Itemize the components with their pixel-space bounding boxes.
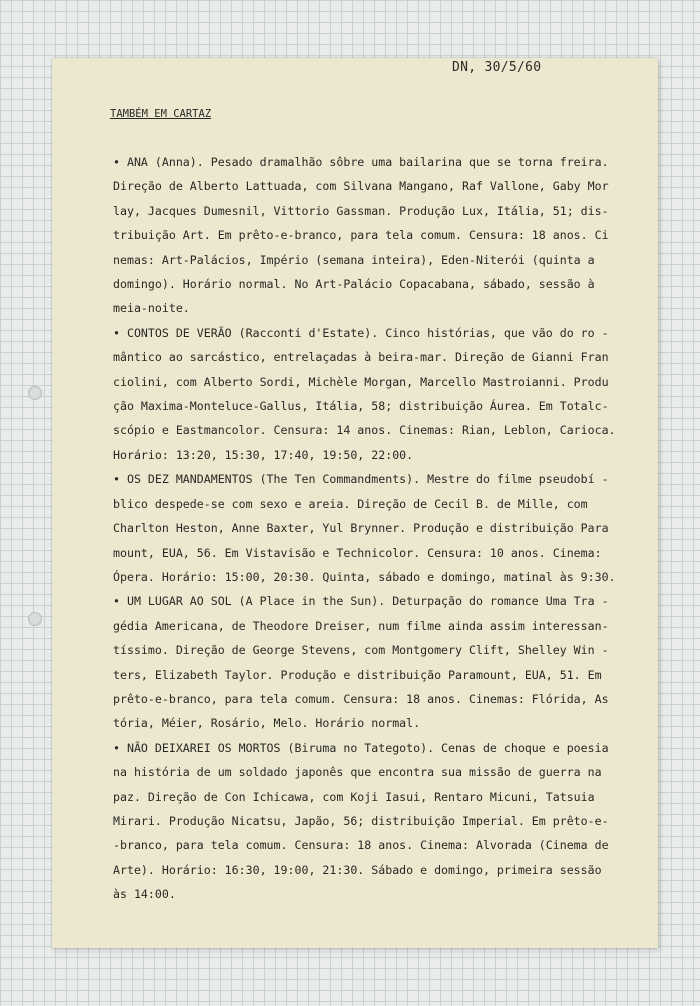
text-line: scópio e Eastmancolor. Censura: 14 anos. Cinemas: Rian, Leblon, Carioca. — [113, 423, 616, 438]
text-line: mântico ao sarcástico, entrelaçadas à beira-mar. Direção de Gianni Fran — [113, 350, 609, 365]
text-line: Charlton Heston, Anne Baxter, Yul Brynner. Produção e distribuição Para — [113, 521, 609, 536]
text-line: gédia Americana, de Theodore Dreiser, num filme ainda assim interessan- — [113, 618, 609, 633]
text-line: na história de um soldado japonês que encontra sua missão de guerra na — [113, 765, 602, 780]
text-line: ciolini, com Alberto Sordi, Michèle Morgan, Marcello Mastroianni. Produ — [113, 374, 609, 389]
text-line: Horário: 13:20, 15:30, 17:40, 19:50, 22:00. — [113, 447, 414, 462]
text-line: ção Maxima-Monteluce-Gallus, Itália, 58; distribuição Áurea. Em Totalc- — [113, 399, 609, 414]
text-line: tíssimo. Direção de George Stevens, com Montgomery Clift, Shelley Win - — [113, 643, 609, 658]
text-line: lay, Jacques Dumesnil, Vittorio Gassman. Produção Lux, Itália, 51; dis- — [113, 203, 609, 218]
text-line: nemas: Art-Palácios, Império (semana inteira), Eden-Niterói (quinta a — [113, 252, 595, 267]
text-line: • CONTOS DE VERÃO (Racconti d'Estate). Cinco histórias, que vão do ro - — [113, 325, 609, 340]
text-line: ters, Elizabeth Taylor. Produção e distribuição Paramount, EUA, 51. Em — [113, 667, 602, 682]
film-listings — [113, 150, 643, 907]
punch-hole — [28, 386, 42, 400]
text-line: paz. Direção de Con Ichicawa, com Koji Iasui, Rentaro Micuni, Tatsuia — [113, 789, 595, 804]
punch-hole — [28, 612, 42, 626]
text-line: tória, Méier, Rosário, Melo. Horário normal. — [113, 716, 421, 731]
text-line: blico despede-se com sexo e areia. Direção de Cecil B. de Mille, com — [113, 496, 588, 511]
text-line: meia-noite. — [113, 301, 190, 316]
text-line: Mirari. Produção Nicatsu, Japão, 56; distribuição Imperial. Em prêto-e- — [113, 813, 609, 828]
text-line: • OS DEZ MANDAMENTOS (The Ten Commandments). Mestre do filme pseudobí - — [113, 472, 609, 487]
text-line: • ANA (Anna). Pesado dramalhão sôbre uma bailarina que se torna freira. — [113, 155, 609, 169]
text-line: Ópera. Horário: 15:00, 20:30. Quinta, sábado e domingo, matinal às 9:30. — [113, 569, 616, 584]
text-line: tribuição Art. Em prêto-e-branco, para tela comum. Censura: 18 anos. Ci — [113, 228, 609, 243]
text-line: às 14:00. — [113, 887, 176, 902]
text-line: Direção de Alberto Lattuada, com Silvana Mangano, Raf Vallone, Gaby Mor — [113, 179, 609, 194]
text-line: prêto-e-branco, para tela comum. Censura: 18 anos. Cinemas: Flórida, As — [113, 691, 609, 706]
text-line: domingo). Horário normal. No Art-Palácio Copacabana, sábado, sessão à — [113, 277, 595, 292]
text-line: -branco, para tela comum. Censura: 18 anos. Cinema: Alvorada (Cinema de — [113, 838, 609, 853]
text-line: • NÃO DEIXAREI OS MORTOS (Biruma no Tategoto). Cenas de choque e poesia — [113, 740, 609, 755]
section-title: TAMBÉM EM CARTAZ — [110, 108, 212, 120]
document-reference: DN, 30/5/60 — [452, 60, 542, 75]
text-line: • UM LUGAR AO SOL (A Place in the Sun). Deturpação do romance Uma Tra - — [113, 594, 609, 609]
text-line: Arte). Horário: 16:30, 19:00, 21:30. Sábado e domingo, primeira sessão — [113, 862, 602, 877]
text-line: mount, EUA, 56. Em Vistavisão e Technicolor. Censura: 10 anos. Cinema: — [113, 545, 602, 560]
